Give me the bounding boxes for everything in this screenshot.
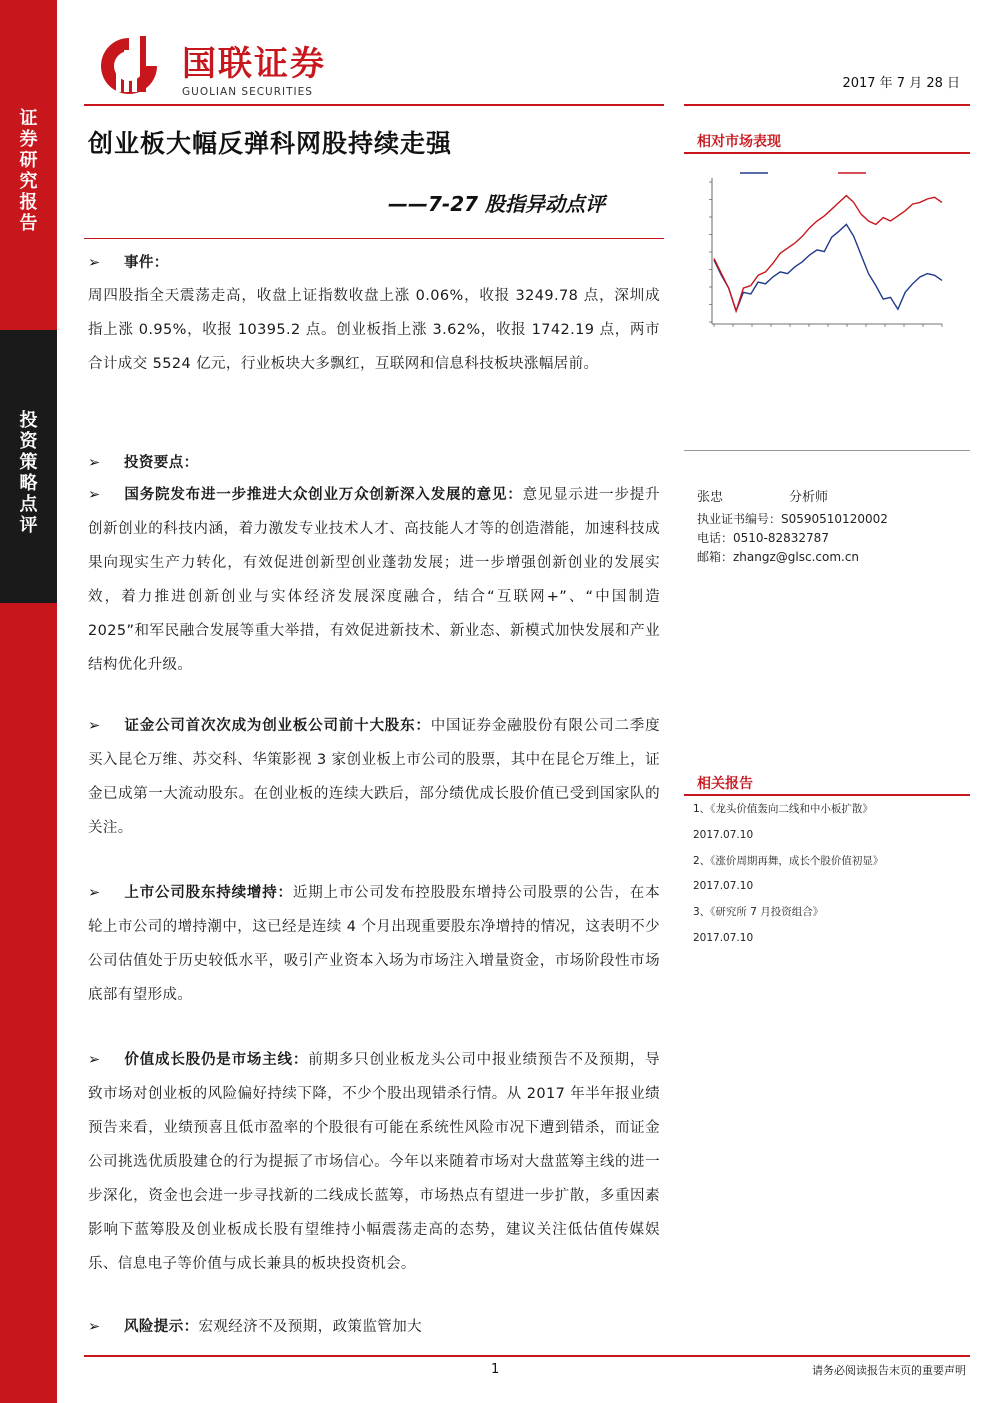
bullet-arrow-icon: ➢ [88,1319,101,1335]
bullet-arrow-icon: ➢ [88,455,101,471]
bullet-arrow-icon: ➢ [88,487,101,503]
analyst-email[interactable]: 邮箱：zhangz@glsc.com.cn [697,550,860,564]
points-heading: ➢ 投资要点： [88,446,660,480]
related-report-title[interactable]: 3、《研究所 7 月投资组合》 [693,906,824,919]
point-item: ➢ 价值成长股仍是市场主线：前期多只创业板龙头公司中报业绩预告不及预期，导致市场对创业板的风险偏好持续下降，不少个股出现错杀行情。从 2017 年半年报业绩预告来看，业绩预喜且低市盈率的个股很有可能在系统性风险市况下遭到错杀，而证金公司挑选优质股建仓的行为提振了市场信心。今年以来随着市场对大盘蓝筹主线的进一步深化，资金也会进一步寻找新的二线成长蓝筹，市场热点有望进一步扩散，多重因素影响下蓝筹股及创业板成长股有望维持小幅震荡走高的态势，建议关注低估值传媒娱乐、信息电子等价值与成长兼具的板块投资机会。 [88,1043,660,1281]
bullet-arrow-icon: ➢ [88,255,101,271]
header-rule-right [684,104,970,106]
analyst-info [697,488,888,567]
market-heading-rule [684,152,970,154]
point-item: ➢ 国务院发布进一步推进大众创业万众创新深入发展的意见：意见显示进一步提升创新创业的科技内涵，着力激发专业技术人才、高技能人才等的创造潜能，加速科技成果向现实生产力转化，有效促进创新型创业蓬勃发展；进一步增强创新创业的发展实效，着力推进创新创业与实体经济发展深度融合，结合“互联网+”、“中国制造 2025”和军民融合发展等重大举措，有效促进新技术、新业态、新模式加快发展和产业结构优化升级。 [88,478,660,682]
sidebar-category: 投 资 策 略 点 评 [19,410,38,536]
point-item: ➢ 证金公司首次次成为创业板公司前十大股东：中国证券金融股份有限公司二季度买入昆仑万维、苏交科、华策影视 3 家创业板上市公司的股票，其中在昆仑万维上，证金已成第一大流动股东。在创业板的连续大跌后，部分绩优成长股价值已受到国家队的关注。 [88,709,660,845]
logo-mark-icon [98,34,160,100]
related-report-date: 2017.07.10 [693,828,754,841]
market-heading: 相对市场表现 [697,134,781,150]
chart-series-line [714,224,942,311]
related-report-date: 2017.07.10 [693,880,754,893]
related-reports-list [693,800,883,955]
bullet-arrow-icon: ➢ [88,718,101,734]
point-item: ➢ 风险提示：宏观经济不及预期，政策监管加大 [88,1310,660,1344]
related-report-date: 2017.07.10 [693,931,754,944]
footer-disclaimer: 请务必阅读报告末页的重要声明 [812,1364,966,1377]
footer-rule [84,1355,970,1357]
point-item: ➢ 上市公司股东持续增持：近期上市公司发布控股股东增持公司股票的公告，在本轮上市公司的增持潮中，这已经是连续 4 个月出现重要股东净增持的情况，这表明不少公司估值处于历史较低水平，吸引产业资本入场为市场注入增量资金，市场阶段性市场底部有望形成。 [88,876,660,1012]
analyst-license: 执业证书编号：S0590510120002 [697,512,888,526]
event-heading: ➢ 事件： [88,246,660,280]
related-heading: 相关报告 [697,776,753,792]
logo-chinese-name: 国联证券 [182,44,326,84]
bullet-arrow-icon: ➢ [88,1052,101,1068]
header-rule-left [84,104,664,106]
relative-performance-chart [680,168,952,348]
logo-english-name: GUOLIAN SECURITIES [182,86,313,98]
title-rule [84,238,664,239]
page-number: 1 [491,1362,500,1377]
report-date: 2017 年 7 月 28 日 [842,76,960,91]
company-logo [98,34,368,100]
report-title: 创业板大幅反弹科网股持续走强 [88,129,453,158]
analyst-phone: 电话：0510-82832787 [697,531,829,545]
related-report-title[interactable]: 1、《龙头价值轰向二线和中小板扩散》 [693,803,873,815]
sidebar-bottom [0,603,57,1403]
related-heading-rule [684,794,970,796]
analyst-role: 分析师 [789,490,829,505]
report-subtitle: ——7-27 股指异动点评 [388,192,606,216]
bullet-arrow-icon: ➢ [88,885,101,901]
market-box-rule [684,450,970,451]
sidebar-report-type: 证 券 研 究 报 告 [19,108,38,234]
related-report-title[interactable]: 2、《涨价周期再舞，成长个股价值初显》 [693,854,884,867]
event-text: 周四股指全天震荡走高，收盘上证指数收盘上涨 0.06%，收报 3249.78 点，深圳成指上涨 0.95%，收报 10395.2 点。创业板指上涨 3.62%，收报 1742.19 点，两市合计成交 5524 亿元，行业板块大多飘红，互联网和信息科技板块涨幅居前。 [88,288,660,372]
analyst-name: 张忠 [697,490,724,505]
